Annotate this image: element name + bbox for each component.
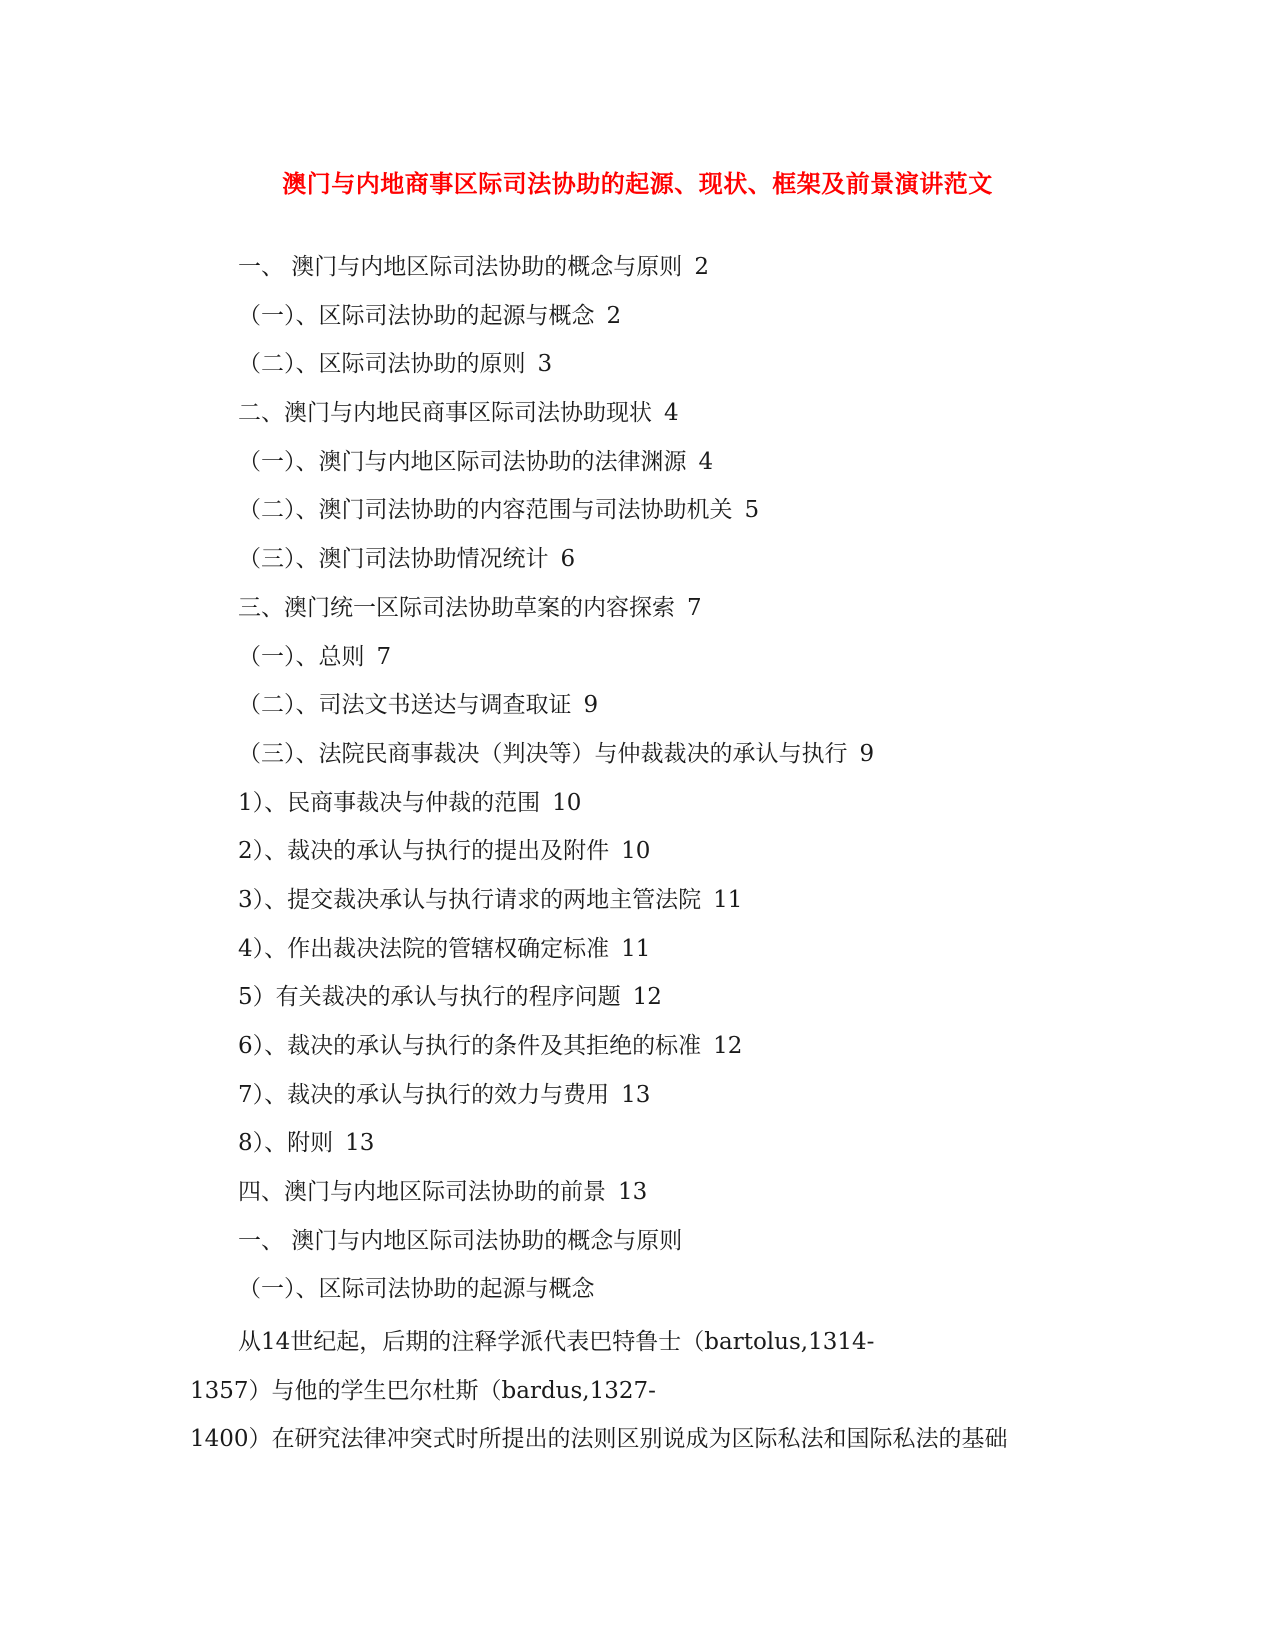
- toc-entry: [238, 547, 1138, 596]
- toc-page-number: 2: [606, 302, 622, 329]
- toc-entry: [238, 1131, 1138, 1180]
- toc-page-number: 12: [713, 1033, 743, 1059]
- toc-page-number: 13: [345, 1130, 375, 1157]
- toc-entry: [238, 937, 1138, 986]
- toc-entry-text: （三）、澳门司法协助情况统计: [238, 546, 549, 573]
- toc-entry: [238, 498, 1138, 547]
- table-of-contents: [238, 255, 1138, 1326]
- paragraph-line: 从14世纪起，后期的注释学派代表巴特鲁士（bartolus,1314-: [238, 1329, 875, 1355]
- toc-entry-text: （二）、司法文书送达与调查取证: [238, 692, 572, 719]
- toc-page-number: 7: [376, 643, 392, 670]
- toc-entry-text: 1）、民商事裁决与仲裁的范围: [238, 789, 541, 816]
- toc-entry-text: （一）、总则: [238, 643, 365, 670]
- section-heading: 一、 澳门与内地区际司法协助的概念与原则: [238, 1227, 683, 1254]
- toc-entry: [238, 596, 1138, 645]
- document-title: 澳门与内地商事区际司法协助的起源、现状、框架及前景演讲范文: [282, 170, 993, 198]
- toc-page-number: 4: [698, 448, 714, 475]
- toc-entry: [238, 888, 1138, 937]
- toc-entry-text: 三、澳门统一区际司法协助草案的内容探索: [238, 594, 675, 621]
- toc-entry: [238, 645, 1138, 694]
- toc-entry: [238, 1034, 1138, 1083]
- toc-page-number: 6: [560, 546, 576, 573]
- toc-entry-text: （二）、澳门司法协助的内容范围与司法协助机关: [238, 497, 733, 524]
- toc-page-number: 3: [537, 351, 553, 378]
- toc-entry-text: 4）、作出裁决法院的管辖权确定标准: [238, 935, 610, 962]
- toc-entry-text: 四、澳门与内地区际司法协助的前景: [238, 1179, 606, 1206]
- toc-entry-text: （三）、法院民商事裁决（判决等）与仲裁裁决的承认与执行: [238, 740, 848, 767]
- body-paragraph: [190, 1330, 1070, 1476]
- toc-page-number: 11: [713, 886, 743, 913]
- toc-entry-text: 二、澳门与内地民商事区际司法协助现状: [238, 400, 652, 427]
- toc-entry: [238, 985, 1138, 1034]
- toc-entry-text: 5）有关裁决的承认与执行的程序问题: [238, 984, 621, 1011]
- toc-entry-text: 2）、裁决的承认与执行的提出及附件: [238, 838, 610, 865]
- toc-entry: [238, 1180, 1138, 1229]
- toc-entry: [238, 450, 1138, 499]
- paragraph-line: 1400）在研究法律冲突式时所提出的法则区别说成为区际私法和国际私法的基础: [190, 1426, 1008, 1452]
- toc-entry-text: 8）、附则: [238, 1130, 334, 1157]
- toc-entry-text: 6）、裁决的承认与执行的条件及其拒绝的标准: [238, 1033, 702, 1059]
- toc-entry: [238, 693, 1138, 742]
- toc-entry-text: （二）、区际司法协助的原则: [238, 351, 526, 378]
- paragraph-line: 1357）与他的学生巴尔杜斯（bardus,1327-: [190, 1377, 656, 1404]
- toc-page-number: 13: [621, 1081, 651, 1108]
- toc-page-number: 4: [664, 400, 679, 427]
- toc-page-number: 7: [687, 594, 702, 621]
- toc-page-number: 11: [621, 935, 651, 962]
- toc-entry: [238, 401, 1138, 450]
- toc-entry-text: （一）、区际司法协助的起源与概念: [238, 302, 595, 329]
- toc-entry: [238, 839, 1138, 888]
- toc-entry: [238, 742, 1138, 791]
- toc-entry: [238, 352, 1138, 401]
- toc-page-number: 13: [618, 1179, 648, 1206]
- subsection-heading: （一）、区际司法协助的起源与概念: [238, 1276, 595, 1303]
- toc-page-number: 10: [621, 838, 651, 865]
- toc-entry-text: （一）、澳门与内地区际司法协助的法律渊源: [238, 448, 687, 475]
- toc-page-number: 10: [552, 789, 582, 816]
- toc-entry: [238, 791, 1138, 840]
- toc-entry-text: 一、 澳门与内地区际司法协助的概念与原则: [238, 254, 683, 280]
- toc-entry-text: 7）、裁决的承认与执行的效力与费用: [238, 1081, 610, 1108]
- toc-page-number: 12: [632, 984, 662, 1011]
- toc-entry: [238, 255, 1138, 304]
- toc-entry: [238, 304, 1138, 353]
- toc-page-number: 5: [744, 497, 760, 524]
- toc-page-number: 9: [859, 740, 875, 767]
- toc-entry: [238, 1083, 1138, 1132]
- toc-page-number: 9: [583, 692, 599, 719]
- toc-entry-text: 3）、提交裁决承认与执行请求的两地主管法院: [238, 886, 702, 913]
- toc-page-number: 2: [694, 254, 709, 280]
